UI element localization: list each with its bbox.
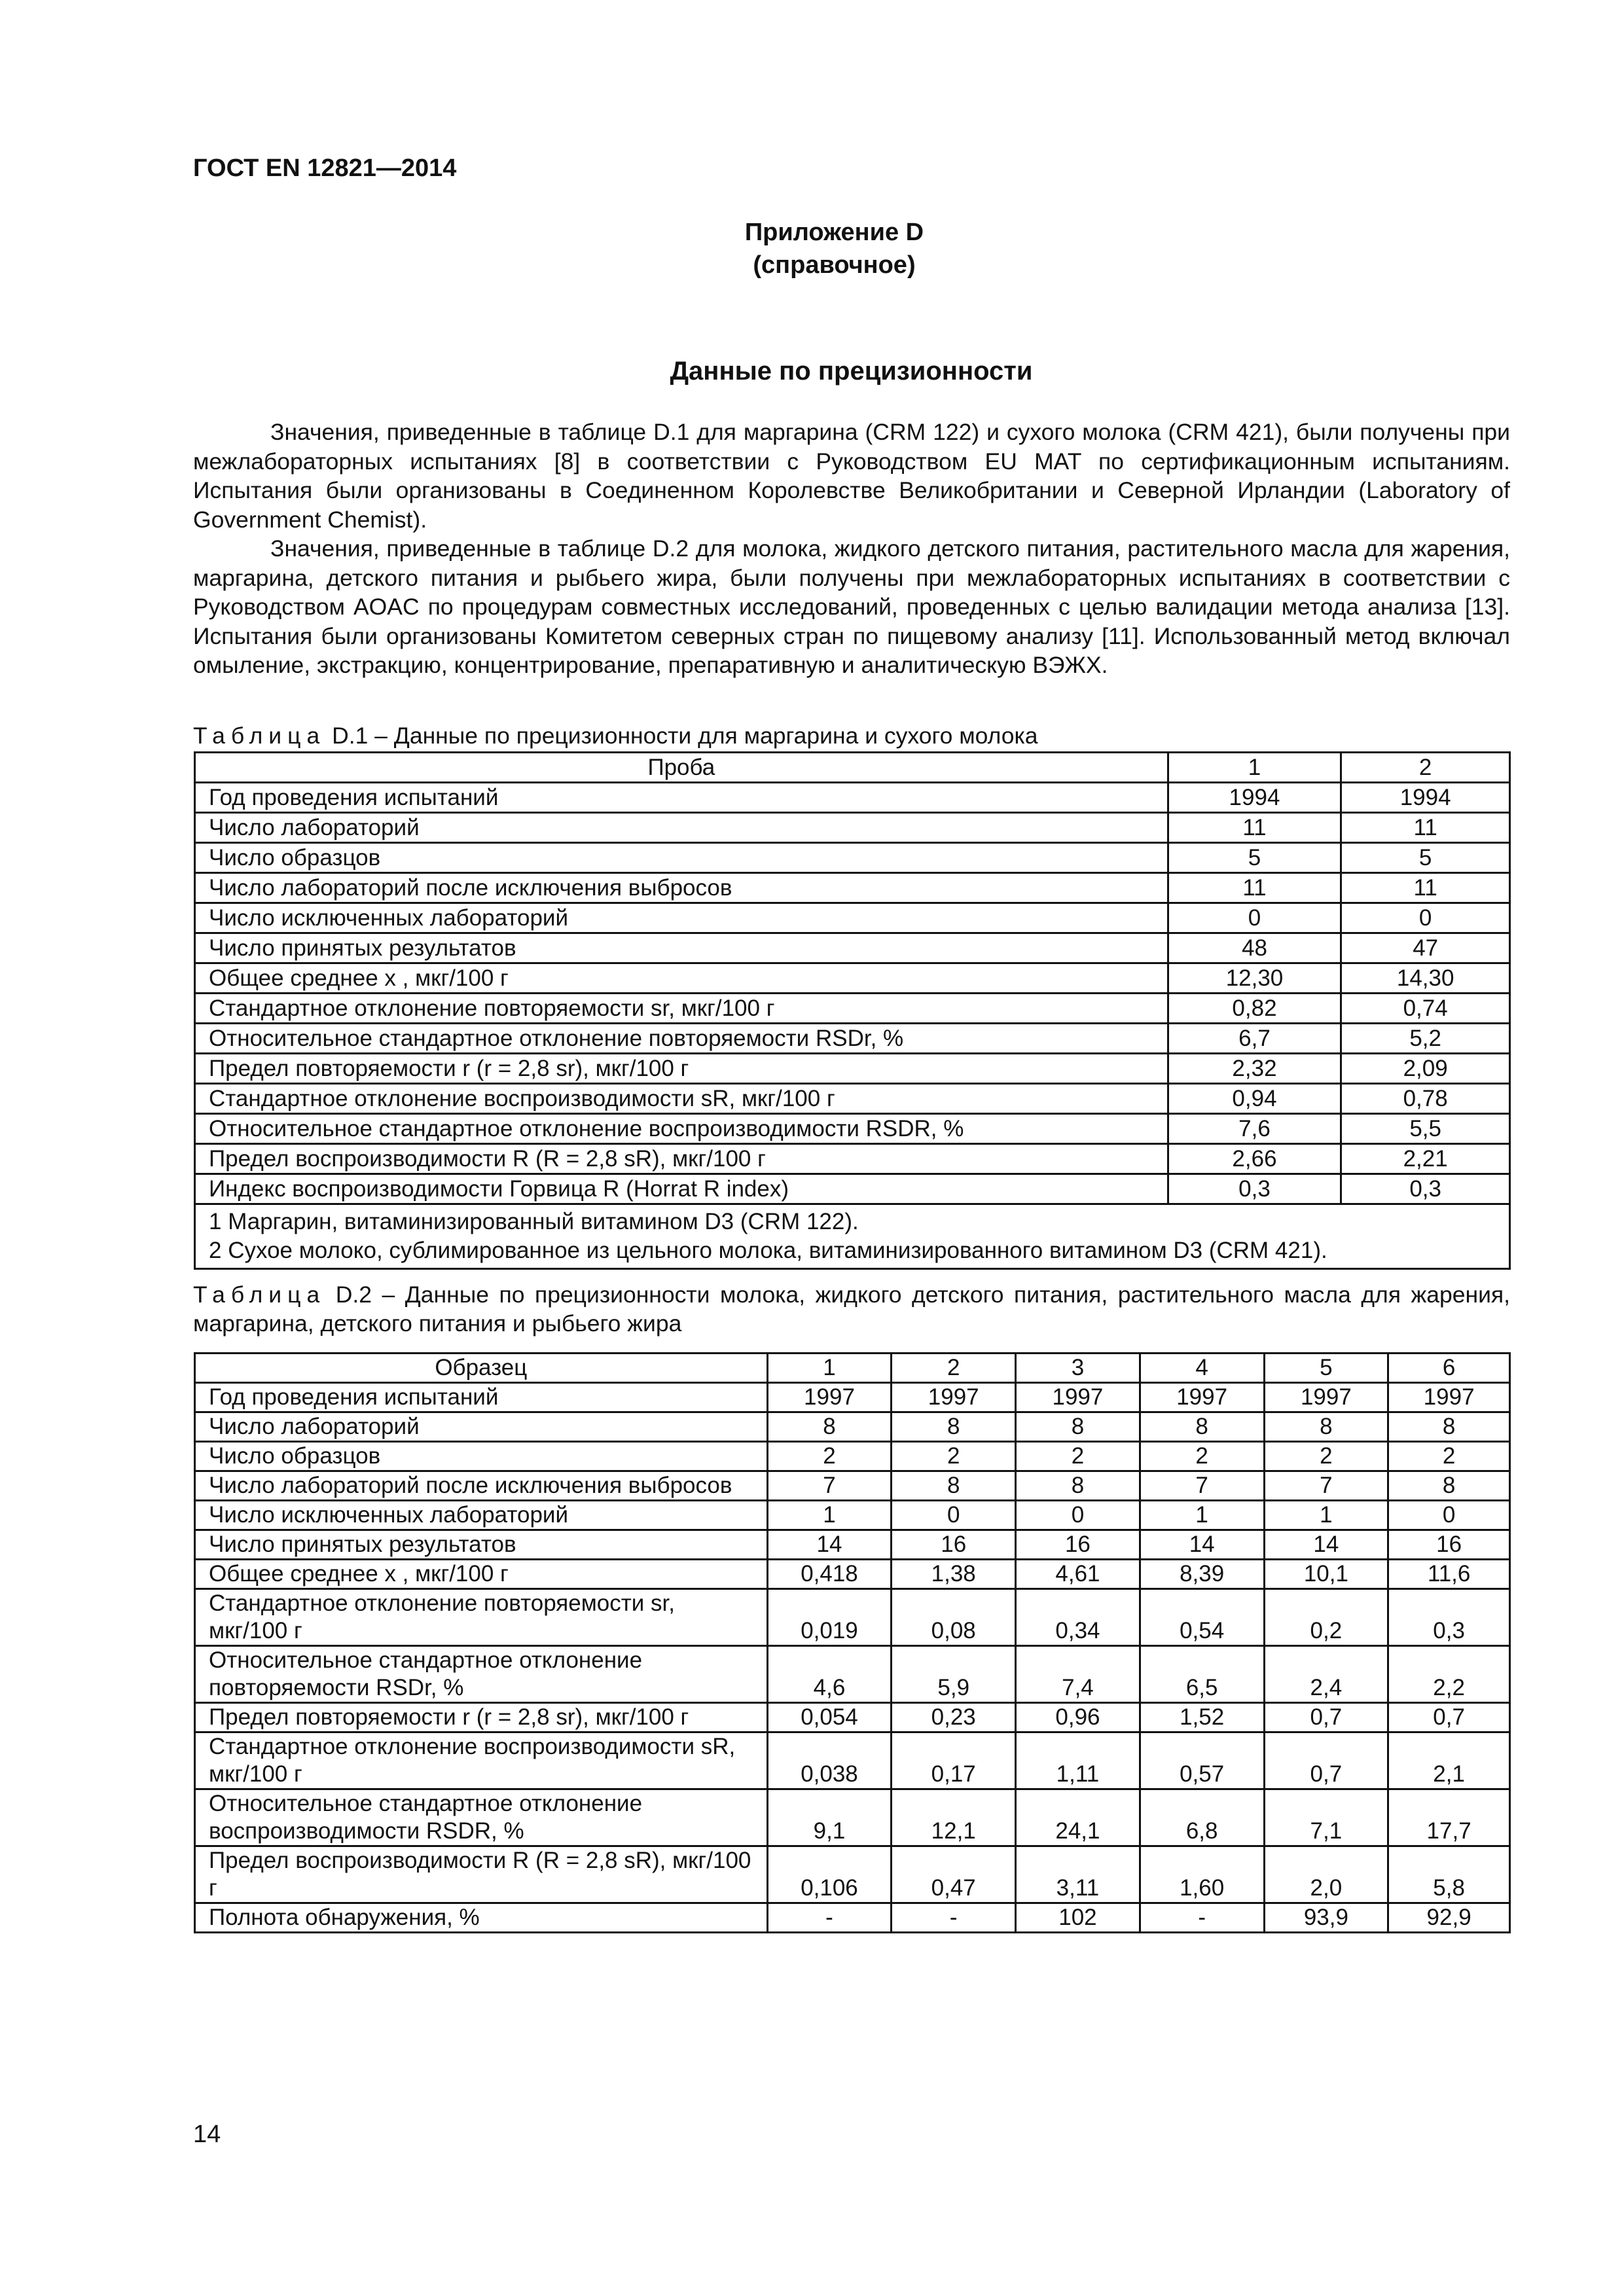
table-row — [195, 813, 1510, 843]
table2-header-sample: 5 — [1264, 1354, 1388, 1383]
cell-value: 0 — [1341, 903, 1510, 933]
page-number: 14 — [193, 2121, 221, 2148]
row-label: Относительное стандартное отклонение повторяемости RSDr, % — [195, 1024, 1168, 1054]
row-label: Число принятых результатов — [195, 1530, 768, 1560]
appendix-status: (справочное) — [753, 251, 916, 279]
row-label: Число лабораторий после исключения выбросов — [195, 873, 1168, 903]
cell-value: 1,52 — [1140, 1703, 1264, 1732]
table-row — [195, 1703, 1510, 1732]
cell-value: 2 — [1016, 1442, 1140, 1471]
table-note: 1 Маргарин, витаминизированный витамином D3 (CRM 122). — [209, 1209, 859, 1234]
cell-value: 5 — [1341, 843, 1510, 873]
cell-value: 0,08 — [892, 1589, 1016, 1646]
table-row — [195, 783, 1510, 813]
cell-value: 11,6 — [1388, 1560, 1510, 1589]
table1-header-row — [195, 753, 1510, 783]
cell-value: 0,17 — [892, 1732, 1016, 1789]
table-row — [195, 1383, 1510, 1412]
cell-value: 1997 — [1140, 1383, 1264, 1412]
cell-value: 7 — [1264, 1471, 1388, 1501]
cell-value: 14 — [1264, 1530, 1388, 1560]
row-label: Стандартное отклонение повторяемости sr, мкг/100 г — [195, 994, 1168, 1024]
row-label: Число лабораторий — [195, 813, 1168, 843]
table-row — [195, 1054, 1510, 1084]
cell-value: 6,7 — [1168, 1024, 1341, 1054]
table-row — [195, 903, 1510, 933]
row-label: Общее среднее x , мкг/100 г — [195, 963, 1168, 994]
cell-value: 24,1 — [1016, 1789, 1140, 1846]
cell-value: 7 — [767, 1471, 892, 1501]
table-row — [195, 1560, 1510, 1589]
cell-value: 1994 — [1341, 783, 1510, 813]
row-label: Стандартное отклонение воспроизводимости sR, мкг/100 г — [195, 1732, 768, 1789]
row-label: Число принятых результатов — [195, 933, 1168, 963]
cell-value: 8 — [1388, 1471, 1510, 1501]
table2-header-sample: 6 — [1388, 1354, 1510, 1383]
cell-value: 8 — [1016, 1412, 1140, 1442]
table2-header-sample: 2 — [892, 1354, 1016, 1383]
cell-value: 16 — [1388, 1530, 1510, 1560]
cell-value: 0,418 — [767, 1560, 892, 1589]
cell-value: 0,7 — [1388, 1703, 1510, 1732]
cell-value: 92,9 — [1388, 1903, 1510, 1933]
cell-value: 5 — [1168, 843, 1341, 873]
cell-value: 2,09 — [1341, 1054, 1510, 1084]
row-label: Полнота обнаружения, % — [195, 1903, 768, 1933]
table2-header-sample: 4 — [1140, 1354, 1264, 1383]
table-row — [195, 1174, 1510, 1204]
table-note: 2 Сухое молоко, сублимированное из цельного молока, витаминизированного витамином D3 (CRM 421). — [209, 1238, 1327, 1263]
row-label: Число образцов — [195, 1442, 768, 1471]
cell-value: 7,4 — [1016, 1646, 1140, 1703]
cell-value: 1997 — [1016, 1383, 1140, 1412]
cell-value: 1997 — [892, 1383, 1016, 1412]
cell-value: 14 — [767, 1530, 892, 1560]
table-row — [195, 1646, 1510, 1703]
cell-value: 2,66 — [1168, 1144, 1341, 1174]
cell-value: 0,82 — [1168, 994, 1341, 1024]
cell-value: 16 — [892, 1530, 1016, 1560]
cell-value: 0,94 — [1168, 1084, 1341, 1114]
cell-value: 0 — [1388, 1501, 1510, 1530]
table-row — [195, 933, 1510, 963]
row-label: Число лабораторий после исключения выбросов — [195, 1471, 768, 1501]
section-title: Данные по прецизионности — [670, 357, 1033, 386]
table1-notes — [195, 1204, 1510, 1269]
cell-value: 1 — [1140, 1501, 1264, 1530]
cell-value: 2 — [1388, 1442, 1510, 1471]
cell-value: 0,3 — [1388, 1589, 1510, 1646]
row-label: Предел воспроизводимости R (R = 2,8 sR), мкг/100 г — [195, 1846, 768, 1903]
cell-value: 12,1 — [892, 1789, 1016, 1846]
cell-value: 2,32 — [1168, 1054, 1341, 1084]
cell-value: 2,21 — [1341, 1144, 1510, 1174]
cell-value: 2 — [767, 1442, 892, 1471]
table-row — [195, 843, 1510, 873]
cell-value: 1994 — [1168, 783, 1341, 813]
cell-value: 1 — [767, 1501, 892, 1530]
cell-value: 3,11 — [1016, 1846, 1140, 1903]
table2-header-sample: 3 — [1016, 1354, 1140, 1383]
row-label: Стандартное отклонение повторяемости sr, мкг/100 г — [195, 1589, 768, 1646]
cell-value: 11 — [1168, 813, 1341, 843]
table-row — [195, 963, 1510, 994]
cell-value: 14 — [1140, 1530, 1264, 1560]
table2-header-parameter: Образец — [195, 1354, 768, 1383]
row-label: Общее среднее x , мкг/100 г — [195, 1560, 768, 1589]
table2 — [194, 1352, 1511, 1933]
cell-value: 11 — [1168, 873, 1341, 903]
cell-value: 7 — [1140, 1471, 1264, 1501]
row-label: Число исключенных лабораторий — [195, 903, 1168, 933]
cell-value: 5,2 — [1341, 1024, 1510, 1054]
row-label: Предел повторяемости r (r = 2,8 sr), мкг/100 г — [195, 1703, 768, 1732]
cell-value: 17,7 — [1388, 1789, 1510, 1846]
table-row — [195, 994, 1510, 1024]
row-label: Относительное стандартное отклонение повторяемости RSDr, % — [195, 1646, 768, 1703]
table-row — [195, 1442, 1510, 1471]
cell-value: 102 — [1016, 1903, 1140, 1933]
cell-value: 5,5 — [1341, 1114, 1510, 1144]
cell-value: 8 — [1388, 1412, 1510, 1442]
table-row — [195, 1501, 1510, 1530]
cell-value: - — [892, 1903, 1016, 1933]
cell-value: 0,7 — [1264, 1732, 1388, 1789]
row-label: Число образцов — [195, 843, 1168, 873]
cell-value: 0,34 — [1016, 1589, 1140, 1646]
cell-value: 48 — [1168, 933, 1341, 963]
table-row — [195, 1732, 1510, 1789]
standard-designation: ГОСТ EN 12821—2014 — [193, 154, 457, 182]
table1-notes-row — [195, 1204, 1510, 1269]
table2-header-sample: 1 — [767, 1354, 892, 1383]
table-row — [195, 1024, 1510, 1054]
table-row — [195, 1412, 1510, 1442]
cell-value: 0,78 — [1341, 1084, 1510, 1114]
cell-value: 0,106 — [767, 1846, 892, 1903]
paragraph-2: Значения, приведенные в таблице D.2 для молока, жидкого детского питания, растительного масла для жарения, маргарина, детского питания и рыбьего жира, были получены при межлабораторных испытаниях в соответствии с Руководством AOAC по процедурам совместных исследований, проведенных с целью валидации метода анализа [13]. Испытания были организованы Комитетом северных стран по пищевому анализу [11]. Использованный метод включал омыление, экстракцию, концентрирование, препаративную и аналитическую ВЭЖХ. — [193, 535, 1510, 678]
row-label: Предел воспроизводимости R (R = 2,8 sR), мкг/100 г — [195, 1144, 1168, 1174]
table-row — [195, 1589, 1510, 1646]
appendix-heading — [0, 216, 1624, 281]
cell-value: 6,5 — [1140, 1646, 1264, 1703]
cell-value: 16 — [1016, 1530, 1140, 1560]
row-label: Год проведения испытаний — [195, 1383, 768, 1412]
table1 — [194, 751, 1511, 1270]
cell-value: 0,7 — [1264, 1703, 1388, 1732]
cell-value: 0,23 — [892, 1703, 1016, 1732]
table-row — [195, 1903, 1510, 1933]
table1-caption: Таблица D.1 – Данные по прецизионности для маргарина и сухого молока — [193, 723, 1038, 749]
body-text — [193, 418, 1510, 680]
cell-value: - — [1140, 1903, 1264, 1933]
cell-value: 8 — [767, 1412, 892, 1442]
cell-value: 93,9 — [1264, 1903, 1388, 1933]
cell-value: 0,47 — [892, 1846, 1016, 1903]
cell-value: 4,61 — [1016, 1560, 1140, 1589]
cell-value: 1,60 — [1140, 1846, 1264, 1903]
cell-value: 8 — [1140, 1412, 1264, 1442]
cell-value: 47 — [1341, 933, 1510, 963]
table-row — [195, 1789, 1510, 1846]
cell-value: 2,4 — [1264, 1646, 1388, 1703]
cell-value: 0 — [1168, 903, 1341, 933]
cell-value: 11 — [1341, 873, 1510, 903]
row-label: Индекс воспроизводимости Горвица R (Horrat R index) — [195, 1174, 1168, 1204]
cell-value: 2,1 — [1388, 1732, 1510, 1789]
row-label: Число лабораторий — [195, 1412, 768, 1442]
row-label: Число исключенных лабораторий — [195, 1501, 768, 1530]
cell-value: 0 — [1016, 1501, 1140, 1530]
cell-value: 0,57 — [1140, 1732, 1264, 1789]
cell-value: 2 — [1264, 1442, 1388, 1471]
cell-value: 1 — [1264, 1501, 1388, 1530]
cell-value: 0,54 — [1140, 1589, 1264, 1646]
cell-value: 0,2 — [1264, 1589, 1388, 1646]
cell-value: 1,11 — [1016, 1732, 1140, 1789]
table-row — [195, 1144, 1510, 1174]
cell-value: 12,30 — [1168, 963, 1341, 994]
cell-value: 0,3 — [1168, 1174, 1341, 1204]
cell-value: 8 — [892, 1471, 1016, 1501]
table1-header-sample: 2 — [1341, 753, 1510, 783]
cell-value: 6,8 — [1140, 1789, 1264, 1846]
cell-value: 1,38 — [892, 1560, 1016, 1589]
cell-value: 0,3 — [1341, 1174, 1510, 1204]
cell-value: 7,6 — [1168, 1114, 1341, 1144]
cell-value: 2 — [892, 1442, 1016, 1471]
appendix-label: Приложение D — [744, 219, 924, 246]
cell-value: 0,74 — [1341, 994, 1510, 1024]
cell-value: - — [767, 1903, 892, 1933]
cell-value: 0,019 — [767, 1589, 892, 1646]
cell-value: 5,8 — [1388, 1846, 1510, 1903]
cell-value: 2 — [1140, 1442, 1264, 1471]
table1-header-parameter: Проба — [195, 753, 1168, 783]
cell-value: 5,9 — [892, 1646, 1016, 1703]
cell-value: 14,30 — [1341, 963, 1510, 994]
cell-value: 9,1 — [767, 1789, 892, 1846]
table1-header-sample: 1 — [1168, 753, 1341, 783]
table-row — [195, 1114, 1510, 1144]
cell-value: 1997 — [1388, 1383, 1510, 1412]
cell-value: 0,038 — [767, 1732, 892, 1789]
cell-value: 10,1 — [1264, 1560, 1388, 1589]
row-label: Относительное стандартное отклонение воспроизводимости RSDR, % — [195, 1114, 1168, 1144]
cell-value: 0 — [892, 1501, 1016, 1530]
cell-value: 2,0 — [1264, 1846, 1388, 1903]
row-label: Стандартное отклонение воспроизводимости sR, мкг/100 г — [195, 1084, 1168, 1114]
table-row — [195, 1084, 1510, 1114]
cell-value: 1997 — [767, 1383, 892, 1412]
cell-value: 0,054 — [767, 1703, 892, 1732]
table-row — [195, 873, 1510, 903]
cell-value: 8 — [1016, 1471, 1140, 1501]
table-row — [195, 1530, 1510, 1560]
table-row — [195, 1471, 1510, 1501]
row-label: Относительное стандартное отклонение воспроизводимости RSDR, % — [195, 1789, 768, 1846]
table2-caption: Таблица D.2 – Данные по прецизионности молока, жидкого детского питания, растительного масла для жарения, маргарина, детского питания и рыбьего жира — [193, 1282, 1510, 1336]
cell-value: 2,2 — [1388, 1646, 1510, 1703]
cell-value: 7,1 — [1264, 1789, 1388, 1846]
cell-value: 1997 — [1264, 1383, 1388, 1412]
row-label: Предел повторяемости r (r = 2,8 sr), мкг/100 г — [195, 1054, 1168, 1084]
table2-header-row — [195, 1354, 1510, 1383]
cell-value: 4,6 — [767, 1646, 892, 1703]
row-label: Год проведения испытаний — [195, 783, 1168, 813]
paragraph-1: Значения, приведенные в таблице D.1 для маргарина (CRM 122) и сухого молока (CRM 421), были получены при межлабораторных испытаниях [8] в соответствии с Руководством EU MAT по сертификационным испытаниям. Испытания были организованы в Соединенном Королевстве Великобритании и Северной Ирландии (Laboratory of Government Chemist). — [193, 419, 1510, 533]
cell-value: 8 — [892, 1412, 1016, 1442]
cell-value: 8,39 — [1140, 1560, 1264, 1589]
cell-value: 8 — [1264, 1412, 1388, 1442]
table-row — [195, 1846, 1510, 1903]
cell-value: 11 — [1341, 813, 1510, 843]
cell-value: 0,96 — [1016, 1703, 1140, 1732]
